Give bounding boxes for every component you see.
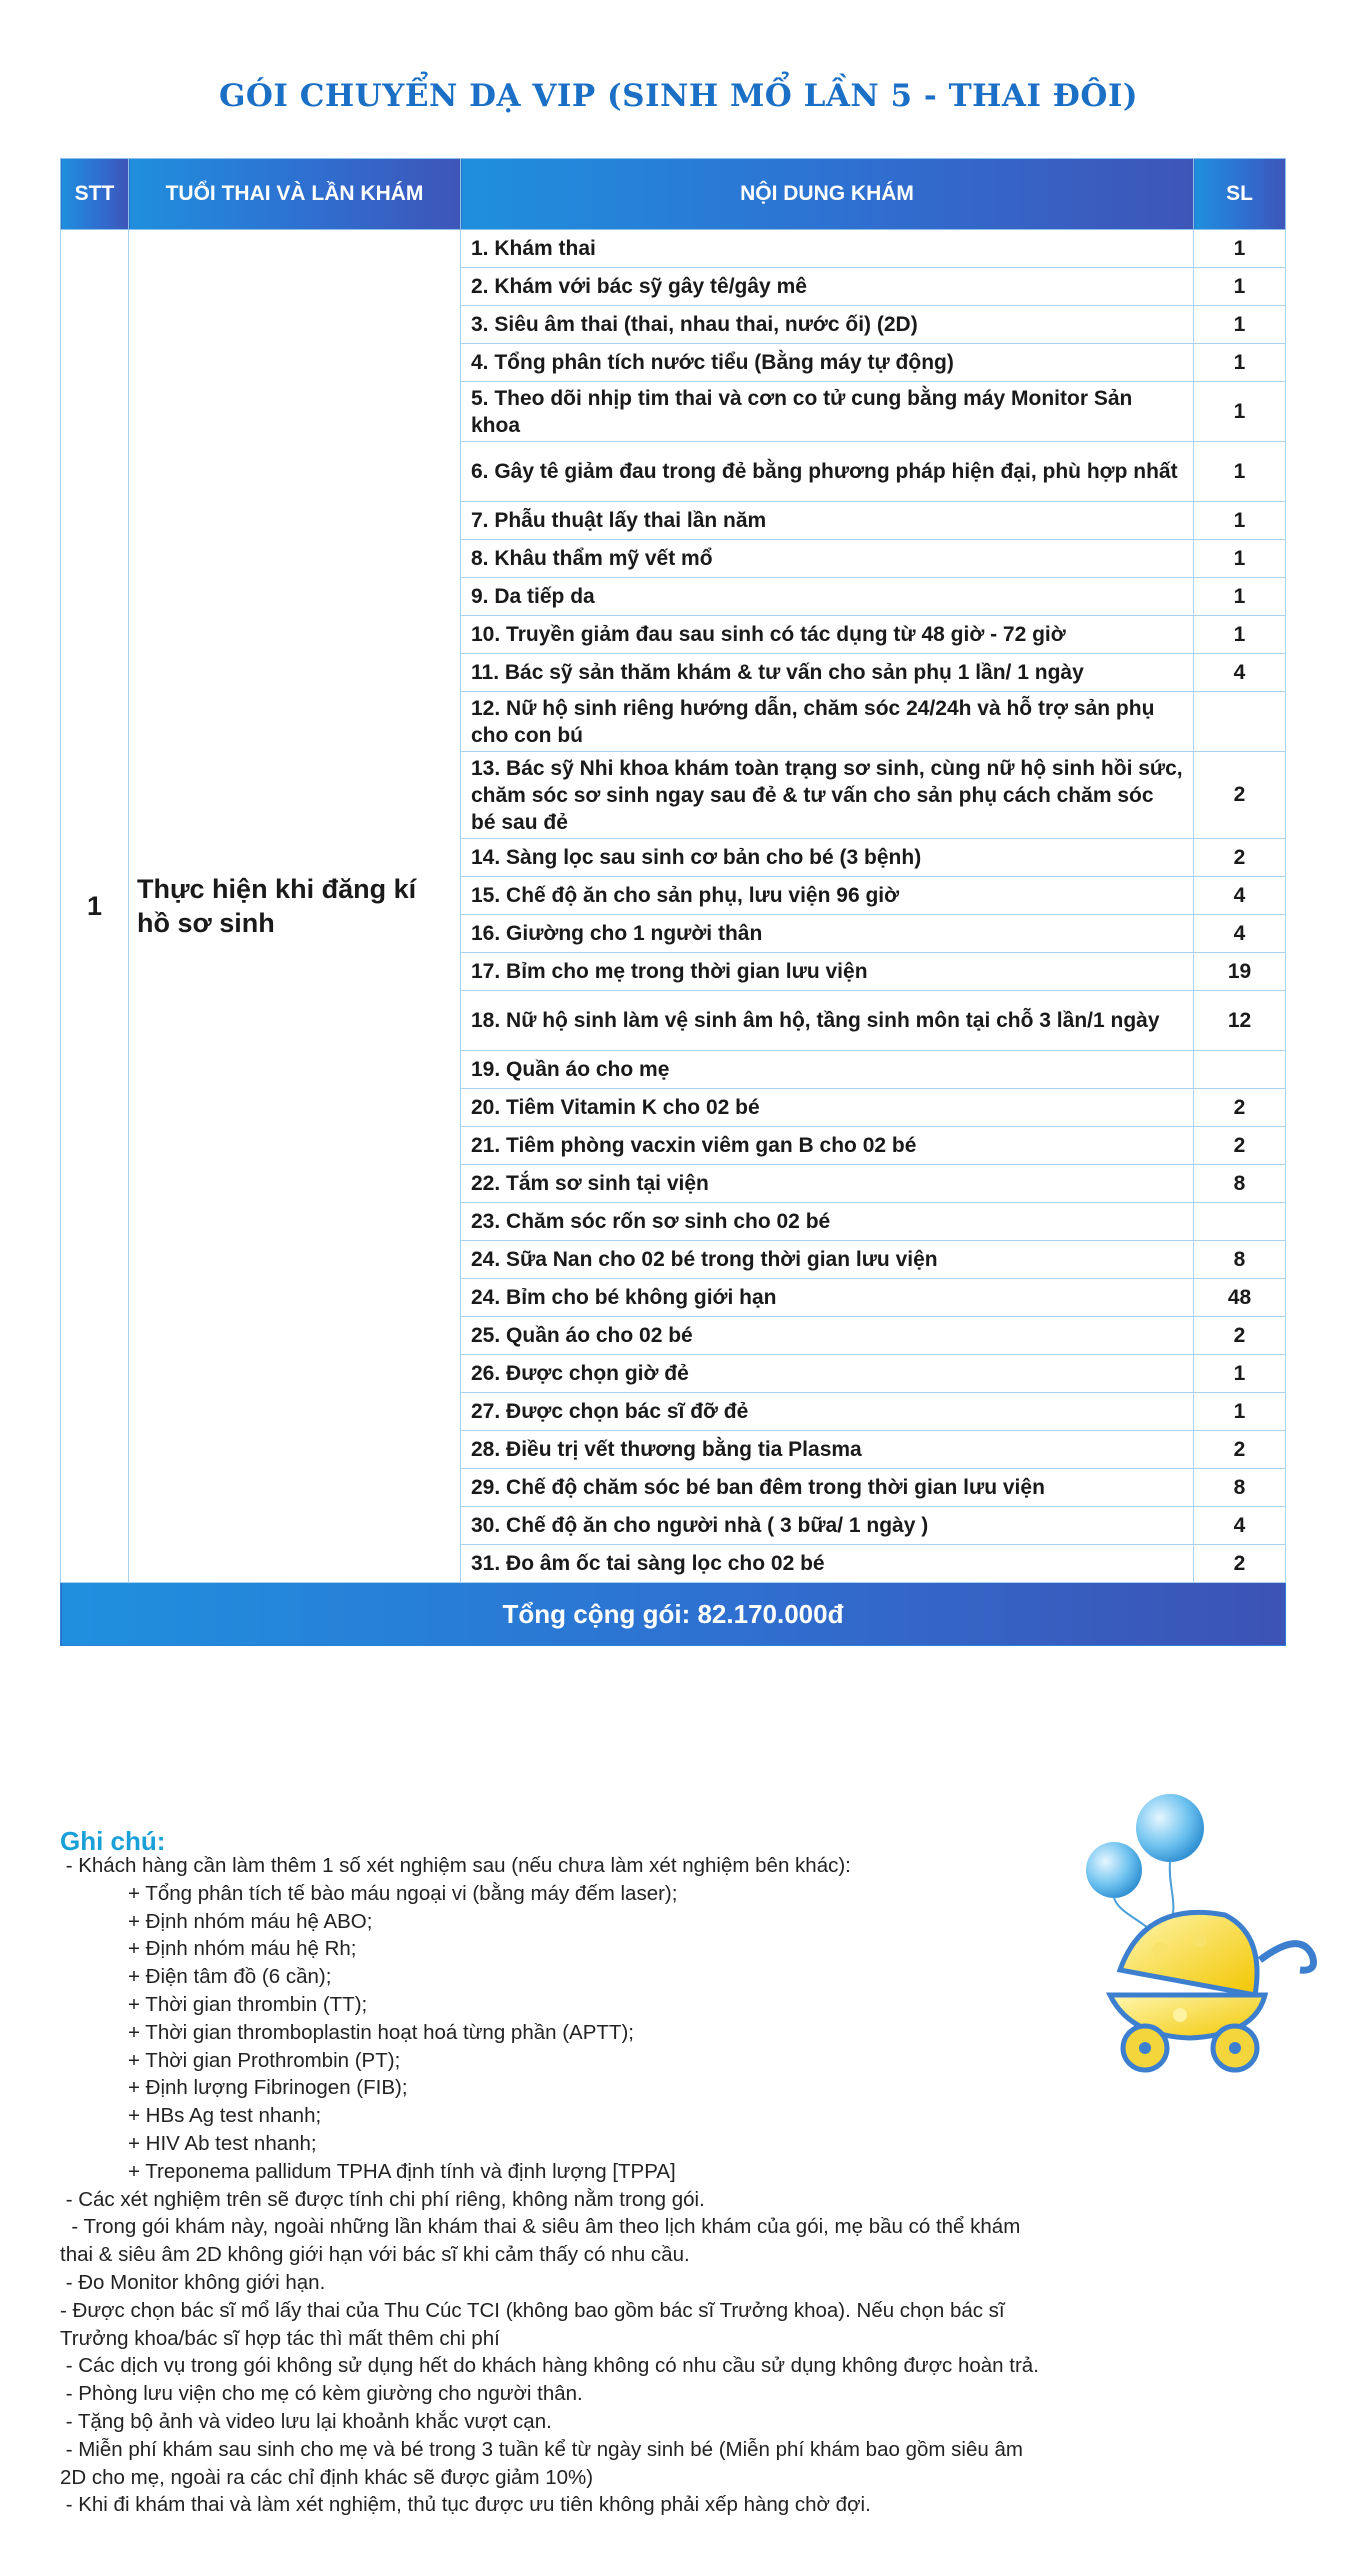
note-line: + Thời gian thrombin (TT); — [128, 1992, 368, 2016]
quantity-cell: 4 — [1194, 915, 1286, 953]
note-line: - Phòng lưu viện cho mẹ có kèm giường cho người thân. — [60, 2382, 583, 2406]
note-line: Trưởng khoa/bác sĩ hợp tác thì mất thêm chi phí — [60, 2326, 500, 2350]
service-item-cell: 31. Đo âm ốc tai sàng lọc cho 02 bé — [461, 1545, 1194, 1583]
quantity-cell: 1 — [1194, 540, 1286, 578]
stt-cell: 1 — [61, 230, 129, 1583]
service-item-cell: 8. Khâu thẩm mỹ vết mổ — [461, 540, 1194, 578]
baby-stroller-icon — [1050, 1780, 1330, 2080]
service-item-cell: 5. Theo dõi nhịp tim thai và cơn co tử cung bằng máy Monitor Sản khoa — [461, 382, 1194, 442]
note-line: - Các xét nghiệm trên sẽ được tính chi phí riêng, không nằm trong gói. — [60, 2187, 705, 2211]
quantity-cell: 8 — [1194, 1165, 1286, 1203]
service-item-cell: 20. Tiêm Vitamin K cho 02 bé — [461, 1089, 1194, 1127]
service-item-cell: 19. Quần áo cho mẹ — [461, 1051, 1194, 1089]
note-line: + HBs Ag test nhanh; — [128, 2104, 322, 2128]
service-item-cell: 23. Chăm sóc rốn sơ sinh cho 02 bé — [461, 1203, 1194, 1241]
note-line: 2D cho mẹ, ngoài ra các chỉ định khác sẽ được giảm 10%) — [60, 2465, 594, 2489]
header-content: NỘI DUNG KHÁM — [461, 159, 1194, 230]
service-item-cell: 16. Giường cho 1 người thân — [461, 915, 1194, 953]
table-row — [61, 230, 1286, 268]
service-item-cell: 15. Chế độ ăn cho sản phụ, lưu viện 96 giờ — [461, 877, 1194, 915]
quantity-cell — [1194, 1051, 1286, 1089]
quantity-cell: 2 — [1194, 1317, 1286, 1355]
note-line: + Điện tâm đồ (6 cần); — [128, 1965, 332, 1989]
note-line: - Khách hàng cần làm thêm 1 số xét nghiệm sau (nếu chưa làm xét nghiệm bên khác): — [60, 1854, 851, 1877]
service-item-cell: 18. Nữ hộ sinh làm vệ sinh âm hộ, tầng sinh môn tại chỗ 3 lần/1 ngày — [461, 991, 1194, 1051]
quantity-cell: 2 — [1194, 839, 1286, 877]
note-line: - Đo Monitor không giới hạn. — [60, 2270, 326, 2294]
service-item-cell: 21. Tiêm phòng vacxin viêm gan B cho 02 bé — [461, 1127, 1194, 1165]
header-age: TUỔI THAI VÀ LẦN KHÁM — [129, 159, 461, 230]
quantity-cell: 19 — [1194, 953, 1286, 991]
note-line: - Miễn phí khám sau sinh cho mẹ và bé trong 3 tuần kể từ ngày sinh bé (Miễn phí khám bao gồm siêu âm — [60, 2437, 1023, 2461]
package-table — [60, 158, 1286, 1646]
notes-list — [60, 1822, 1110, 2519]
note-line: - Trong gói khám này, ngoài những lần khám thai & siêu âm theo lịch khám của gói, mẹ bầu có thể khám — [60, 2215, 1021, 2239]
note-line: + Thời gian Prothrombin (PT); — [128, 2048, 401, 2072]
quantity-cell: 1 — [1194, 344, 1286, 382]
note-line: + Định nhóm máu hệ ABO; — [128, 1909, 373, 1933]
balloon-small-icon — [1086, 1842, 1142, 1898]
quantity-cell: 1 — [1194, 616, 1286, 654]
quantity-cell: 1 — [1194, 268, 1286, 306]
note-line: - Các dịch vụ trong gói không sử dụng hết do khách hàng không có nhu cầu sử dụng không được hoàn trả. — [60, 2354, 1039, 2378]
service-item-cell: 11. Bác sỹ sản thăm khám & tư vấn cho sản phụ 1 lần/ 1 ngày — [461, 654, 1194, 692]
quantity-cell: 1 — [1194, 306, 1286, 344]
service-item-cell: 14. Sàng lọc sau sinh cơ bản cho bé (3 bệnh) — [461, 839, 1194, 877]
quantity-cell: 2 — [1194, 752, 1286, 839]
quantity-cell: 48 — [1194, 1279, 1286, 1317]
quantity-cell: 8 — [1194, 1241, 1286, 1279]
note-line: - Khi đi khám thai và làm xét nghiệm, thủ tục được ưu tiên không phải xếp hàng chờ đợi. — [60, 2493, 871, 2517]
table-body — [61, 230, 1286, 1646]
quantity-cell: 1 — [1194, 382, 1286, 442]
note-line: - Được chọn bác sĩ mổ lấy thai của Thu Cúc TCI (không bao gồm bác sĩ Trưởng khoa). Nếu chọn bác sĩ — [60, 2298, 1005, 2322]
note-line: - Tặng bộ ảnh và video lưu lại khoảnh khắc vượt cạn. — [60, 2409, 552, 2433]
service-item-cell: 17. Bỉm cho mẹ trong thời gian lưu viện — [461, 953, 1194, 991]
table-header-row — [61, 159, 1286, 230]
service-item-cell: 1. Khám thai — [461, 230, 1194, 268]
service-item-cell: 22. Tắm sơ sinh tại viện — [461, 1165, 1194, 1203]
total-row — [61, 1583, 1286, 1646]
header-stt: STT — [61, 159, 129, 230]
note-line: thai & siêu âm 2D không giới hạn với bác sĩ khi cảm thấy có nhu cầu. — [60, 2243, 690, 2267]
service-item-cell: 25. Quần áo cho 02 bé — [461, 1317, 1194, 1355]
total-price: Tổng cộng gói: 82.170.000đ — [61, 1583, 1286, 1646]
note-line: + Thời gian thromboplastin hoạt hoá từng phần (APTT); — [128, 2020, 634, 2044]
service-item-cell: 27. Được chọn bác sĩ đỡ đẻ — [461, 1393, 1194, 1431]
page-title: GÓI CHUYỂN DẠ VIP (SINH MỔ LẦN 5 - THAI ĐÔI) — [218, 78, 1139, 114]
quantity-cell: 2 — [1194, 1431, 1286, 1469]
service-item-cell: 4. Tổng phân tích nước tiểu (Bằng máy tự động) — [461, 344, 1194, 382]
quantity-cell: 1 — [1194, 1393, 1286, 1431]
quantity-cell: 4 — [1194, 1507, 1286, 1545]
quantity-cell: 2 — [1194, 1545, 1286, 1583]
quantity-cell: 12 — [1194, 991, 1286, 1051]
service-item-cell: 28. Điều trị vết thương bằng tia Plasma — [461, 1431, 1194, 1469]
quantity-cell — [1194, 692, 1286, 752]
note-line: + Định lượng Fibrinogen (FIB); — [128, 2076, 408, 2100]
quantity-cell: 2 — [1194, 1127, 1286, 1165]
note-line: + Tổng phân tích tế bào máu ngoại vi (bằng máy đếm laser); — [128, 1881, 678, 1905]
note-line: + Định nhóm máu hệ Rh; — [128, 1937, 357, 1961]
age-cell: Thực hiện khi đăng kí hồ sơ sinh — [129, 230, 461, 1583]
note-line: + Treponema pallidum TPHA định tính và định lượng [TPPA] — [128, 2159, 676, 2183]
service-item-cell: 24. Sữa Nan cho 02 bé trong thời gian lưu viện — [461, 1241, 1194, 1279]
service-item-cell: 2. Khám với bác sỹ gây tê/gây mê — [461, 268, 1194, 306]
quantity-cell: 4 — [1194, 877, 1286, 915]
service-item-cell: 13. Bác sỹ Nhi khoa khám toàn trạng sơ sinh, cùng nữ hộ sinh hồi sức, chăm sóc sơ sinh ngay sau đẻ & tư vấn cho sản phụ cách chăm sóc bé sau đẻ — [461, 752, 1194, 839]
balloon-large-icon — [1136, 1794, 1204, 1862]
quantity-cell: 8 — [1194, 1469, 1286, 1507]
quantity-cell — [1194, 1203, 1286, 1241]
note-line: + HIV Ab test nhanh; — [128, 2131, 317, 2155]
service-item-cell: 26. Được chọn giờ đẻ — [461, 1355, 1194, 1393]
quantity-cell: 4 — [1194, 654, 1286, 692]
service-item-cell: 7. Phẫu thuật lấy thai lần năm — [461, 502, 1194, 540]
quantity-cell: 1 — [1194, 442, 1286, 502]
service-item-cell: 24. Bỉm cho bé không giới hạn — [461, 1279, 1194, 1317]
service-item-cell: 3. Siêu âm thai (thai, nhau thai, nước ối) (2D) — [461, 306, 1194, 344]
service-item-cell: 12. Nữ hộ sinh riêng hướng dẫn, chăm sóc 24/24h và hỗ trợ sản phụ cho con bú — [461, 692, 1194, 752]
quantity-cell: 1 — [1194, 1355, 1286, 1393]
quantity-cell: 2 — [1194, 1089, 1286, 1127]
quantity-cell: 1 — [1194, 230, 1286, 268]
quantity-cell: 1 — [1194, 578, 1286, 616]
service-item-cell: 6. Gây tê giảm đau trong đẻ bằng phương pháp hiện đại, phù hợp nhất — [461, 442, 1194, 502]
notes-title: Ghi chú: — [60, 1826, 166, 1856]
quantity-cell: 1 — [1194, 502, 1286, 540]
header-sl: SL — [1194, 159, 1286, 230]
service-item-cell: 29. Chế độ chăm sóc bé ban đêm trong thời gian lưu viện — [461, 1469, 1194, 1507]
service-item-cell: 9. Da tiếp da — [461, 578, 1194, 616]
service-item-cell: 30. Chế độ ăn cho người nhà ( 3 bữa/ 1 ngày ) — [461, 1507, 1194, 1545]
service-item-cell: 10. Truyền giảm đau sau sinh có tác dụng từ 48 giờ - 72 giờ — [461, 616, 1194, 654]
